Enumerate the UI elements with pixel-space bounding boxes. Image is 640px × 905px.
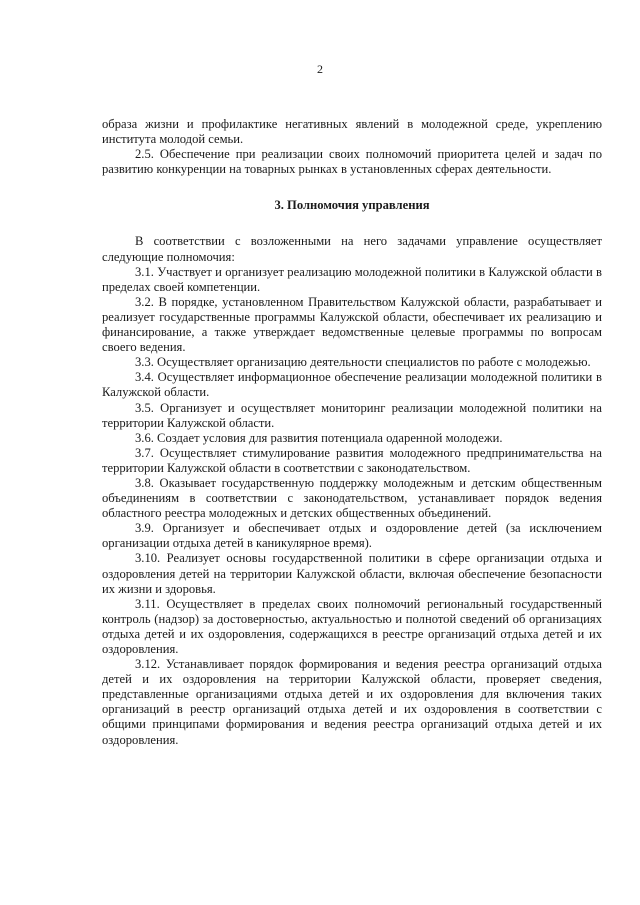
paragraph-2-5: 2.5. Обеспечение при реализации своих полномочий приоритета целей и задач по развитию конкуренции на товарных рынках в установленных сферах деятельности. — [102, 147, 602, 177]
item-3-11: 3.11. Осуществляет в пределах своих полномочий региональный государственный контроль (надзор) за достоверностью, актуальностью и полнотой сведений об организациях отдыха детей и их оздоровления, содержащихся в реестре организаций отдыха детей и их оздоровления. — [102, 596, 602, 656]
section-intro: В соответствии с возложенными на него задачами управление осуществляет следующие полномочия: — [102, 234, 602, 264]
item-3-1: 3.1. Участвует и организует реализацию молодежной политики в Калужской области в пределах своей компетенции. — [102, 264, 602, 294]
item-3-9: 3.9. Организует и обеспечивает отдых и оздоровление детей (за исключением организации отдыха детей в каникулярное время). — [102, 521, 602, 551]
paragraph-continuation: образа жизни и профилактике негативных явлений в молодежной среде, укреплению института молодой семьи. — [102, 117, 602, 147]
item-3-8: 3.8. Оказывает государственную поддержку молодежным и детским общественным объединениям в соответствии с законодательством, устанавливает порядок ведения областного реестра молодежных и детских общественных объединений. — [102, 475, 602, 521]
item-3-6: 3.6. Создает условия для развития потенциала одаренной молодежи. — [135, 430, 503, 445]
item-3-3: 3.3. Осуществляет организацию деятельности специалистов по работе с молодежью. — [135, 355, 591, 370]
item-3-5: 3.5. Организует и осуществляет мониторинг реализации молодежной политики на территории Калужской области. — [102, 400, 602, 430]
item-3-12: 3.12. Устанавливает порядок формирования и ведения реестра организаций отдыха детей и их оздоровления на территории Калужской области, проверяет сведения, представленные организациями отдыха детей и их оздоровления для включения таких организаций в реестр организаций отдыха детей и их оздоровления в соответствии с общими принципами формирования и ведения реестра организаций отдыха детей и их оздоровления. — [102, 657, 602, 747]
item-3-4: 3.4. Осуществляет информационное обеспечение реализации молодежной политики в Калужской области. — [102, 370, 602, 400]
item-3-7: 3.7. Осуществляет стимулирование развития молодежного предпринимательства на территории Калужской области в соответствии с законодательством. — [102, 445, 602, 475]
page-number: 2 — [317, 62, 323, 76]
document-body — [102, 117, 602, 748]
item-3-2: 3.2. В порядке, установленном Правительством Калужской области, разрабатывает и реализует государственные программы Калужской области, обеспечивает их реализацию и финансирование, а также утверждает ведомственные целевые программы по вопросам своего ведения. — [102, 294, 602, 355]
item-3-10: 3.10. Реализует основы государственной политики в сфере организации отдыха и оздоровления детей на территории Калужской области, включая обеспечение безопасности их жизни и здоровья. — [102, 551, 602, 596]
section-heading: 3. Полномочия управления — [274, 198, 430, 213]
